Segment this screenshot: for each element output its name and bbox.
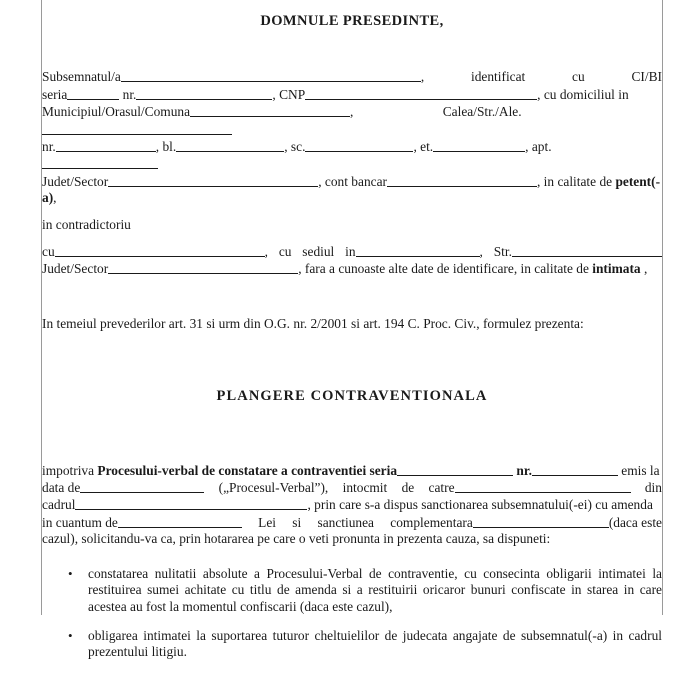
strada-label: Calea/Str./Ale. [442, 104, 522, 120]
claims-list [42, 566, 662, 661]
intocmit-label: intocmit [342, 480, 388, 496]
data-de-label: data de [42, 480, 81, 496]
nr-label: nr. [122, 86, 137, 102]
complaint-line-4 [42, 514, 662, 531]
complaint-body [42, 462, 662, 548]
document-content [42, 0, 662, 674]
petitioner-line-2 [42, 86, 662, 103]
opposing-line-2 [42, 260, 662, 277]
intimata-bold: intimata [592, 261, 641, 277]
document-title: PLANGERE CONTRAVENTIONALA [216, 388, 488, 405]
nr-adresa-label: nr. [42, 139, 56, 155]
complaint-line-1 [42, 462, 662, 479]
fara-date-text: , fara a cunoaste alte date de identificare, in calitate de [298, 261, 593, 277]
petitioner-line-3 [42, 103, 662, 138]
petitioner-line-4 [42, 138, 662, 173]
opposing-line-1: cu , cu sediul in , Str. [42, 243, 662, 260]
apt-blank[interactable] [42, 155, 158, 169]
strada-blank[interactable] [42, 121, 232, 135]
sanctionare-text: , prin care s-a dispus sanctionarea subsemnatului(-ei) cu amenda [307, 497, 653, 513]
complementara-blank[interactable] [473, 514, 609, 528]
lei-label: Lei [258, 514, 276, 530]
cadrul-label: cadrul [42, 497, 76, 513]
localitate-label: Municipiul/Orasul/Comuna [42, 104, 191, 120]
proces-verbal-bold: Procesului-verbal de constatare a contraventiei seria [97, 462, 398, 478]
petitioner-line-1 [42, 68, 662, 85]
sediul-blank[interactable] [356, 243, 480, 257]
legal-basis-paragraph: In temeiul prevederilor art. 31 si urm din O.G. nr. 2/2001 si art. 194 C. Proc. Civ., formulez prezenta: [42, 315, 584, 331]
cu-label-3: cu [278, 244, 292, 260]
bl-blank[interactable] [176, 138, 284, 152]
catre-blank[interactable] [455, 479, 631, 493]
subsemnatul-label: Subsemnatul/a [42, 69, 121, 85]
list-item [68, 627, 662, 661]
cu-label-1: cu [572, 69, 585, 85]
petitioner-line-5 [42, 173, 662, 207]
seria-blank[interactable] [67, 86, 119, 100]
petent-bold: petent(-a) [42, 173, 661, 206]
emis-la-label: emis la [621, 462, 660, 478]
sc-label: , sc. [284, 139, 306, 155]
intimata-comma: , [643, 261, 648, 277]
procesul-verbal-short: („Procesul-Verbal”), [218, 480, 329, 496]
petent-comma: , [53, 190, 57, 206]
et-label: , et. [413, 139, 434, 155]
subsemnatul-blank[interactable] [121, 68, 421, 82]
de-label: de [401, 480, 415, 496]
localitate-blank[interactable] [190, 103, 350, 117]
cnp-label: , CNP [272, 86, 306, 102]
claim-text: obligarea intimatei la suportarea tuturor cheltuielilor de judecata angajate de subsemnatul(-a) in cadrul prezentului litigiu. [88, 627, 662, 660]
cibi-label: CI/BI [631, 69, 662, 85]
bullet-icon: • [68, 627, 73, 643]
right-margin-rule [662, 0, 663, 615]
contradictoriu-label: in contradictoriu [42, 216, 131, 232]
apt-label: , apt. [525, 139, 552, 155]
sanctiunea-label: sanctiunea [317, 514, 374, 530]
list-item [68, 565, 662, 615]
pv-seria-blank[interactable] [397, 462, 513, 476]
calitate-label-1: , in calitate de [536, 173, 616, 189]
in-label: in [345, 244, 356, 260]
cont-bancar-blank[interactable] [387, 173, 537, 187]
impotriva-label: impotriva [42, 462, 98, 478]
judet-blank-2[interactable] [108, 260, 298, 274]
salutation-heading: DOMNULE PRESEDINTE, [260, 13, 444, 29]
intimata-nume-blank[interactable] [55, 243, 265, 257]
din-label: din [644, 480, 662, 496]
subsemnatul-comma: , [420, 69, 425, 85]
bullet-icon: • [68, 565, 73, 581]
localitate-comma: , [350, 104, 354, 120]
complaint-line-5: cazul), solicitandu-va ca, prin hotararea pe care o veti pronunta in prezenta cauza, sa dispuneti: [42, 531, 551, 547]
judet-blank-1[interactable] [108, 173, 318, 187]
nr-adresa-blank[interactable] [56, 138, 156, 152]
pv-nr-label: nr. [516, 462, 532, 478]
et-blank[interactable] [433, 138, 525, 152]
sediul-label: sediul [302, 244, 335, 260]
complaint-line-2 [42, 479, 662, 496]
sc-blank[interactable] [305, 138, 413, 152]
petitioner-block [42, 68, 662, 206]
seria-label: seria [42, 86, 68, 102]
si-label: si [292, 514, 302, 530]
daca-este-label: (daca este [608, 514, 662, 530]
identificat-label: identificat [470, 69, 526, 85]
data-blank[interactable] [80, 479, 204, 493]
judet-label-1: Judet/Sector [42, 173, 109, 189]
cu-label-2: cu [42, 244, 55, 260]
judet-label-2: Judet/Sector [42, 261, 109, 277]
opposing-party-block [42, 243, 662, 278]
str-label: Str. [493, 244, 512, 260]
bl-label: , bl. [155, 139, 177, 155]
cnp-blank[interactable] [305, 86, 537, 100]
cuantum-blank[interactable] [118, 514, 242, 528]
cadrul-blank[interactable] [75, 496, 307, 510]
str-blank[interactable] [512, 243, 662, 257]
domiciliu-label: , cu domiciliul in [537, 86, 629, 102]
catre-label: catre [428, 480, 455, 496]
claim-text: constatarea nulitatii absolute a Procesului-Verbal de contraventie, cu consecinta obligarii intimatei la restituirea sumei achitate cu titlu de amenda si a restituirii oricaror bunuri confiscate in starea in care acestea au fost la momentul confiscarii (daca este cazul), [88, 565, 662, 614]
pv-nr-blank[interactable] [532, 462, 618, 476]
cont-bancar-label: , cont bancar [318, 173, 387, 189]
complaint-line-3 [42, 496, 662, 513]
cuantum-label: in cuantum de [42, 514, 118, 530]
nr-ci-blank[interactable] [136, 86, 272, 100]
complementara-label: complementara [390, 514, 473, 530]
